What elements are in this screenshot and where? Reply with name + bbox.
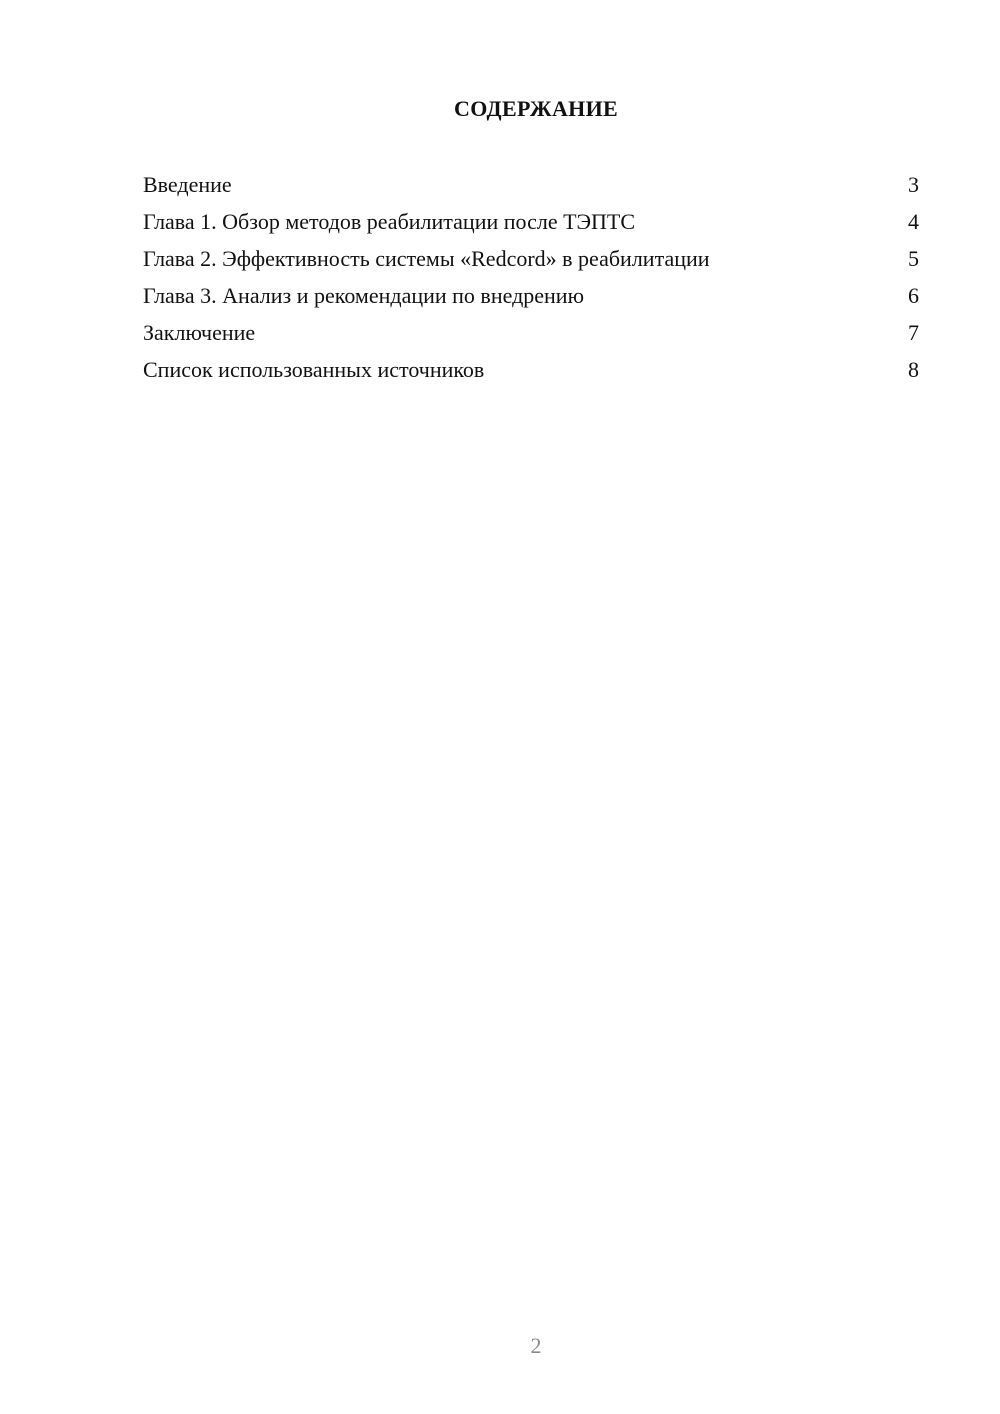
toc-entry-label: Заключение — [143, 320, 256, 345]
toc-entry-page: 8 — [908, 357, 919, 382]
toc-entry-page: 5 — [908, 246, 919, 271]
toc-entry-label: Глава 1. Обзор методов реабилитации после ТЭПТС — [143, 209, 636, 234]
toc-entry-introduction — [143, 170, 919, 207]
toc-entry-page: 7 — [908, 320, 919, 345]
toc-entry-label: Глава 2. Эффективность системы «Redcord» в реабилитации — [143, 246, 710, 271]
page-title: СОДЕРЖАНИЕ — [454, 96, 618, 121]
toc-entry-label: Введение — [143, 172, 232, 197]
toc-entry-chapter-3 — [143, 281, 919, 318]
table-of-contents — [143, 170, 919, 392]
toc-entry-page: 4 — [908, 209, 919, 234]
toc-entry-label: Список использованных источников — [143, 357, 485, 382]
page-number: 2 — [530, 1333, 542, 1358]
toc-entry-page: 3 — [908, 172, 919, 197]
toc-entry-chapter-1 — [143, 207, 919, 244]
toc-entry-label: Глава 3. Анализ и рекомендации по внедрению — [143, 283, 585, 308]
toc-entry-references — [143, 355, 919, 392]
toc-entry-page: 6 — [908, 283, 919, 308]
toc-entry-conclusion — [143, 318, 919, 355]
toc-entry-chapter-2 — [143, 244, 919, 281]
